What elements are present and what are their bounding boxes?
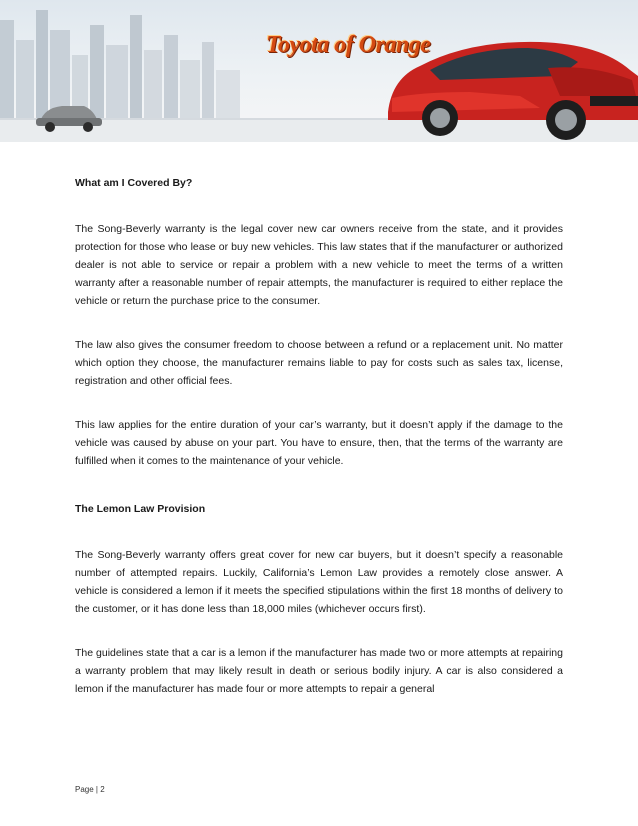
paragraph-lemon-guidelines: The guidelines state that a car is a lemon if the manufacturer has made two or more attempts at repairing a warranty problem that may likely result in death or serious bodily injury. A car is also considered a lemon if the manufacturer has made four or more attempts to repair a general <box>75 647 563 695</box>
paragraph-song-beverly-intro: The Song-Beverly warranty is the legal cover new car owners receive from the state, and it provides protection for those who lease or buy new vehicles. This law states that if the manufacturer or authorized dealer is not able to service or repair a problem with a new vehicle to meet the terms of a written warranty after a reasonable number of repair attempts, the manufacturer is required to either replace the vehicle or return the purchase price to the consumer. <box>75 223 563 307</box>
paragraph-warranty-duration: This law applies for the entire duration of your car’s warranty, but it doesn’t apply if the damage to the vehicle was caused by abuse on your part. You have to ensure, then, that the terms of the warranty are fulfilled when it comes to the maintenance of your vehicle. <box>75 419 563 467</box>
page-number: Page | 2 <box>75 785 105 794</box>
section-heading-coverage: What am I Covered By? <box>75 177 193 189</box>
section-heading-lemon-law: The Lemon Law Provision <box>75 503 206 515</box>
paragraph-lemon-law-definition: The Song-Beverly warranty offers great cover for new car buyers, but it doesn’t specify a reasonable number of attempted repairs. Luckily, California’s Lemon Law provides a remotely close answer. A vehicle is considered a lemon if it meets the specified stipulations within the first 18 months of delivery to the customer, or it has done less than 18,000 miles (whichever occurs first). <box>75 549 563 615</box>
document-body <box>75 174 563 698</box>
dealer-logo: Toyota of Orange <box>266 32 431 58</box>
header-banner <box>0 0 638 142</box>
paragraph-refund-choice: The law also gives the consumer freedom to choose between a refund or a replacement unit. No matter which option they choose, the manufacturer remains liable to pay for costs such as sales tax, license, registration and other official fees. <box>75 339 563 387</box>
city-skyline-car-illustration <box>0 0 638 142</box>
